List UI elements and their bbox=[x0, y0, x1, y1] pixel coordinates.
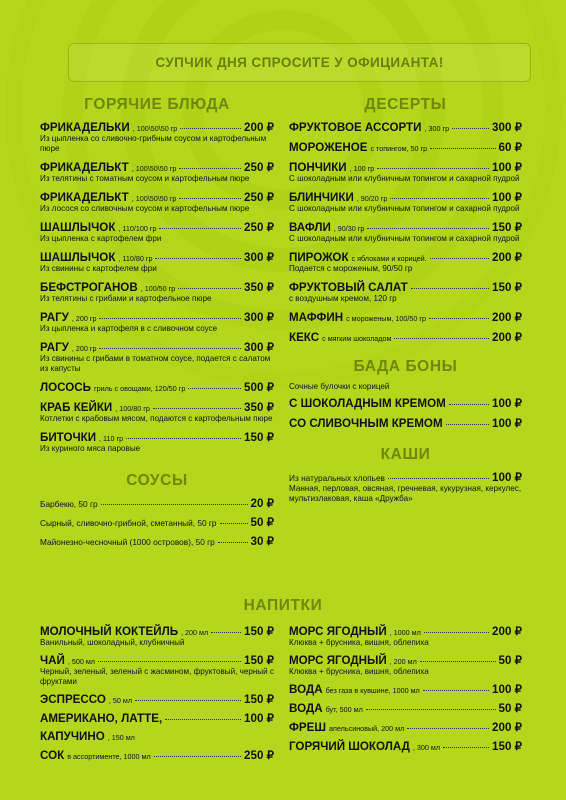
menu-item-name: МОРС ЯГОДНЫЙ bbox=[289, 625, 387, 638]
sauce-item bbox=[40, 496, 274, 510]
menu-item-note: в ассортименте, 1000 мл bbox=[67, 752, 151, 761]
menu-item-note: , 110/100 гр bbox=[118, 224, 157, 233]
menu-item-note: , 110 гр bbox=[99, 434, 124, 443]
menu-item-name: ФРИКАДЕЛЬКТ bbox=[40, 191, 129, 204]
menu-item-desc: Из цыпленка и картофеля в с сливочном соусе bbox=[40, 324, 218, 333]
menu-item-price: 150 ₽ bbox=[492, 281, 522, 294]
menu-item-row bbox=[40, 220, 274, 234]
sauce-price: 50 ₽ bbox=[250, 516, 274, 529]
menu-item-row bbox=[289, 701, 522, 715]
menu-item-name: ГОРЯЧИЙ ШОКОЛАД bbox=[289, 740, 410, 753]
menu-item-note: с топингом, 50 гр bbox=[370, 144, 428, 153]
menu-item-price: 250 ₽ bbox=[244, 191, 274, 204]
menu-item bbox=[40, 160, 274, 184]
menu-item-desc: Из цыпленка со сливочно-грибным соусом и картофельным пюре bbox=[40, 134, 267, 153]
menu-item-note: , 100\50\50 гр bbox=[131, 164, 177, 173]
menu-item bbox=[40, 653, 274, 687]
menu-item bbox=[40, 624, 274, 648]
menu-item-row bbox=[289, 682, 522, 696]
menu-item-price: 100 ₽ bbox=[492, 191, 522, 204]
bada-item-name: С ШОКОЛАДНЫМ КРЕМОМ bbox=[289, 397, 446, 410]
dot-leader bbox=[126, 438, 241, 439]
dot-leader bbox=[366, 709, 496, 710]
menu-item-price: 100 ₽ bbox=[492, 161, 522, 174]
menu-item-name: МАФФИН bbox=[289, 311, 344, 324]
menu-item-price: 300 ₽ bbox=[244, 251, 274, 264]
dot-leader bbox=[159, 228, 241, 229]
dot-leader bbox=[449, 404, 489, 405]
menu-item-desc: Из цыпленка с картофелем фри bbox=[40, 234, 162, 243]
sauce-item bbox=[40, 534, 274, 548]
menu-item-row bbox=[289, 160, 522, 174]
menu-item-row bbox=[40, 400, 274, 414]
menu-item-desc: Клюква + брусника, вишня, облепиха bbox=[289, 638, 429, 647]
menu-item-desc: С шоколадным или клубничным топингом и сахарной пудрой bbox=[289, 234, 520, 243]
menu-item-price: 200 ₽ bbox=[492, 331, 522, 344]
menu-item-row bbox=[289, 624, 522, 638]
menu-item-desc: Из телятины с томатным соусом и картофельным пюре bbox=[40, 174, 250, 183]
menu-item-desc: Из лосося со сливочным соусом и картофельным пюре bbox=[40, 204, 250, 213]
menu-item-note: , 90/30 гр bbox=[333, 224, 365, 233]
menu-item-desc: Клюква + брусника, вишня, облепиха bbox=[289, 667, 429, 676]
menu-item-desc: С шоколадным или клубничным топингом и сахарной пудрой bbox=[289, 204, 520, 213]
menu-item bbox=[289, 160, 522, 184]
menu-item-row bbox=[40, 711, 274, 725]
dot-leader bbox=[388, 478, 489, 479]
dot-leader bbox=[188, 388, 241, 389]
dot-leader bbox=[135, 700, 241, 701]
menu-item bbox=[289, 739, 522, 753]
menu-item-name: ШАШЛЫЧОК bbox=[40, 251, 116, 264]
menu-item-price: 100 ₽ bbox=[492, 683, 522, 696]
dot-leader bbox=[367, 228, 489, 229]
menu-item-row bbox=[289, 330, 522, 344]
menu-item-note: гриль с овощами, 120/50 гр bbox=[93, 384, 186, 393]
menu-item-desc: с воздушным кремом, 120 гр bbox=[289, 294, 397, 303]
desserts-section bbox=[289, 96, 522, 510]
dot-leader bbox=[101, 504, 248, 505]
menu-item bbox=[40, 250, 274, 274]
drinks-left-list bbox=[40, 624, 274, 767]
menu-item bbox=[289, 120, 522, 134]
menu-item-note: , 200 гр bbox=[71, 314, 97, 323]
menu-item-name: МОЛОЧНЫЙ КОКТЕЙЛЬ bbox=[40, 625, 179, 638]
menu-item-row bbox=[289, 220, 522, 234]
menu-item-note: , 500 мл bbox=[67, 657, 95, 666]
menu-item bbox=[40, 400, 274, 424]
menu-item-row bbox=[289, 310, 522, 324]
menu-item-name: МОРС ЯГОДНЫЙ bbox=[289, 654, 387, 667]
menu-item-price: 200 ₽ bbox=[492, 625, 522, 638]
menu-item bbox=[40, 340, 274, 374]
menu-item-note: , 100\50\50 гр bbox=[132, 124, 178, 133]
menu-item bbox=[289, 140, 522, 154]
menu-item-name: КЕКС bbox=[289, 331, 320, 344]
dot-leader bbox=[424, 632, 489, 633]
menu-item-desc: Подается с мороженым, 90/50 гр bbox=[289, 264, 413, 273]
menu-item-price: 350 ₽ bbox=[244, 401, 274, 414]
menu-item bbox=[40, 692, 274, 706]
menu-item-note: , 200 мл bbox=[181, 628, 209, 637]
menu-item-name: РАГУ bbox=[40, 311, 69, 324]
menu-item-price: 300 ₽ bbox=[492, 121, 522, 134]
menu-item-desc: С шоколадным или клубничным топингом и сахарной пудрой bbox=[289, 174, 520, 183]
sauces-list bbox=[40, 496, 274, 548]
menu-item-name: ФРИКАДЕЛЬКИ bbox=[40, 121, 130, 134]
menu-item-price: 200 ₽ bbox=[244, 121, 274, 134]
menu-item-name: БИТОЧКИ bbox=[40, 431, 97, 444]
sauce-item bbox=[40, 515, 274, 529]
menu-item-name: ФРЕШ bbox=[289, 721, 327, 734]
sauce-name: Барбекю, 50 гр bbox=[40, 499, 98, 509]
menu-item-price: 150 ₽ bbox=[244, 431, 274, 444]
dot-leader bbox=[180, 128, 241, 129]
menu-item-note: с мороженым, 100/50 гр bbox=[346, 314, 427, 323]
menu-item-note: апельсиновый, 200 мл bbox=[329, 724, 405, 733]
menu-item-price: 150 ₽ bbox=[244, 693, 274, 706]
menu-item bbox=[40, 120, 274, 154]
menu-item-note: , 100 гр bbox=[349, 164, 375, 173]
dot-leader bbox=[429, 318, 489, 319]
menu-item-name: ВОДА bbox=[289, 683, 323, 696]
menu-item bbox=[289, 250, 522, 274]
dot-leader bbox=[98, 661, 241, 662]
dot-leader bbox=[178, 288, 241, 289]
dot-leader bbox=[411, 288, 489, 289]
menu-item bbox=[40, 730, 274, 743]
menu-item-row bbox=[40, 380, 274, 394]
bada-item bbox=[289, 396, 522, 410]
menu-item-row bbox=[40, 280, 274, 294]
menu-item-price: 150 ₽ bbox=[244, 654, 274, 667]
menu-item-name: КРАБ КЕЙКИ bbox=[40, 401, 113, 414]
dot-leader bbox=[165, 719, 241, 720]
menu-item-name: ЭСПРЕССО bbox=[40, 693, 106, 706]
menu-item-price: 200 ₽ bbox=[492, 721, 522, 734]
menu-item bbox=[289, 720, 522, 734]
dot-leader bbox=[377, 168, 489, 169]
menu-item-desc: Из свинины с картофелем фри bbox=[40, 264, 157, 273]
dot-leader bbox=[99, 318, 241, 319]
menu-item-row bbox=[289, 653, 522, 667]
menu-item-note: бут, 500 мл bbox=[325, 705, 363, 714]
bada-item-price: 100 ₽ bbox=[492, 417, 522, 430]
desserts-title: ДЕСЕРТЫ bbox=[364, 96, 447, 113]
menu-item bbox=[40, 711, 274, 725]
menu-item-name: БЕФСТРОГАНОВ bbox=[40, 281, 138, 294]
menu-item-note: , 300 мл bbox=[412, 743, 441, 752]
drinks-right-list bbox=[289, 624, 522, 758]
menu-item-name: БЛИНЧИКИ bbox=[289, 191, 354, 204]
menu-item bbox=[40, 430, 274, 454]
menu-item-note: , 90/20 гр bbox=[356, 194, 388, 203]
menu-item bbox=[289, 190, 522, 214]
menu-item-row bbox=[40, 120, 274, 134]
dot-leader bbox=[99, 348, 241, 349]
menu-item-name: РАГУ bbox=[40, 341, 69, 354]
menu-item-note: , 50 мл bbox=[108, 696, 133, 705]
menu-item-price: 100 ₽ bbox=[244, 712, 274, 725]
menu-item-note: , 100/50 гр bbox=[140, 284, 176, 293]
dot-leader bbox=[446, 424, 489, 425]
menu-item-price: 250 ₽ bbox=[244, 161, 274, 174]
porridge-item bbox=[289, 470, 522, 504]
soup-of-day-banner: СУПЧИК ДНЯ СПРОСИТЕ У ОФИЦИАНТА! bbox=[68, 43, 531, 82]
menu-item-desc: Из телятины с грибами и картофельное пюре bbox=[40, 294, 212, 303]
menu-item-name: ПОНЧИКИ bbox=[289, 161, 347, 174]
menu-item bbox=[289, 682, 522, 696]
menu-item-row bbox=[40, 430, 274, 444]
menu-item-name: ШАШЛЫЧОК bbox=[40, 221, 116, 234]
menu-item-row bbox=[289, 120, 522, 134]
dot-leader bbox=[179, 168, 241, 169]
menu-item-note: с яблоками и корицей. bbox=[351, 254, 427, 263]
menu-item-desc: Из куриного мяса паровые bbox=[40, 444, 141, 453]
menu-item-note: , 110/80 гр bbox=[118, 254, 153, 263]
menu-item-price: 150 ₽ bbox=[492, 740, 522, 753]
dot-leader bbox=[443, 747, 489, 748]
menu-item-price: 350 ₽ bbox=[244, 281, 274, 294]
menu-item-name: ФРУКТОВОЕ АССОРТИ bbox=[289, 121, 422, 134]
dot-leader bbox=[407, 728, 489, 729]
menu-item bbox=[40, 220, 274, 244]
menu-item-name: СОК bbox=[40, 749, 65, 762]
menu-item bbox=[289, 280, 522, 304]
menu-item-name: ФРИКАДЕЛЬКТ bbox=[40, 161, 129, 174]
menu-item-row bbox=[40, 160, 274, 174]
menu-item-price: 300 ₽ bbox=[244, 341, 274, 354]
dot-leader bbox=[220, 523, 248, 524]
menu-item bbox=[289, 310, 522, 324]
bada-item bbox=[289, 416, 522, 430]
dot-leader bbox=[394, 338, 489, 339]
menu-item-row bbox=[40, 250, 274, 264]
menu-item-row bbox=[289, 739, 522, 753]
dot-leader bbox=[153, 408, 241, 409]
menu-item-row bbox=[40, 310, 274, 324]
menu-item-row bbox=[289, 720, 522, 734]
dot-leader bbox=[211, 632, 241, 633]
menu-item-row bbox=[40, 730, 274, 743]
menu-item-desc: Ванильный, шоколадный, клубничный bbox=[40, 638, 185, 647]
bada-item-price: 100 ₽ bbox=[492, 397, 522, 410]
menu-item bbox=[289, 701, 522, 715]
menu-item-name: АМЕРИКАНО, ЛАТТЕ, bbox=[40, 712, 163, 725]
menu-item-row bbox=[289, 250, 522, 264]
menu-item-row bbox=[289, 140, 522, 154]
menu-item-price: 200 ₽ bbox=[492, 311, 522, 324]
hot-dishes-list bbox=[40, 120, 274, 454]
menu-item-row bbox=[40, 190, 274, 204]
dot-leader bbox=[430, 148, 495, 149]
menu-item-name: КАПУЧИНО bbox=[40, 730, 105, 743]
menu-item-note: , 100\50\50 гр bbox=[131, 194, 177, 203]
menu-item-note: , 200 гр bbox=[71, 344, 97, 353]
menu-item bbox=[40, 190, 274, 214]
menu-item-price: 50 ₽ bbox=[498, 654, 522, 667]
sauce-price: 20 ₽ bbox=[250, 497, 274, 510]
dot-leader bbox=[423, 690, 489, 691]
menu-item bbox=[289, 330, 522, 344]
menu-item-row bbox=[40, 340, 274, 354]
drinks-title: НАПИТКИ bbox=[243, 597, 323, 614]
dot-leader bbox=[179, 198, 241, 199]
menu-item-row bbox=[40, 653, 274, 667]
hot-dishes-title: ГОРЯЧИЕ БЛЮДА bbox=[84, 96, 230, 113]
menu-item-name: ВАФЛИ bbox=[289, 221, 331, 234]
porridge-title: КАШИ bbox=[380, 446, 431, 463]
menu-item-note: без газа в кувшине, 1000 мл bbox=[325, 686, 420, 695]
menu-item-note: , 200 мл bbox=[389, 657, 417, 666]
menu-item-price: 300 ₽ bbox=[244, 311, 274, 324]
menu-item bbox=[40, 310, 274, 334]
menu-item-price: 50 ₽ bbox=[498, 702, 522, 715]
hot-dishes-section bbox=[40, 96, 274, 553]
menu-item-price: 60 ₽ bbox=[498, 141, 522, 154]
menu-item-price: 500 ₽ bbox=[244, 381, 274, 394]
dot-leader bbox=[155, 258, 241, 259]
porridge-desc: Манная, перловая, овсяная, гречневая, кукурузная, керкулес, мультизлаковая, каша «Дружба» bbox=[289, 484, 522, 503]
bada-bony-list bbox=[289, 396, 522, 430]
menu-item-desc: Из свинины с грибами в томатном соусе, подается с салатом из капусты bbox=[40, 354, 271, 373]
bada-item-name: СО СЛИВОЧНЫМ КРЕМОМ bbox=[289, 417, 443, 430]
dot-leader bbox=[154, 756, 241, 757]
dot-leader bbox=[452, 128, 489, 129]
menu-item-price: 250 ₽ bbox=[244, 221, 274, 234]
menu-item bbox=[40, 380, 274, 394]
menu-item-name: ФРУКТОВЫЙ САЛАТ bbox=[289, 281, 408, 294]
dot-leader bbox=[430, 258, 489, 259]
menu-item-row bbox=[40, 748, 274, 762]
sauce-name: Майонезно-чесночный (1000 островов), 50 гр bbox=[40, 537, 215, 547]
dot-leader bbox=[390, 198, 489, 199]
sauce-price: 30 ₽ bbox=[250, 535, 274, 548]
menu-item-price: 250 ₽ bbox=[244, 749, 274, 762]
dot-leader bbox=[420, 661, 496, 662]
porridge-intro: Из натуральных хлопьев bbox=[289, 473, 385, 483]
menu-item-note: с мягким шоколадом bbox=[322, 334, 392, 343]
menu-item-row bbox=[289, 190, 522, 204]
menu-item-note: , 150 мл bbox=[107, 733, 135, 742]
menu-item-price: 150 ₽ bbox=[244, 625, 274, 638]
menu-item-row bbox=[40, 624, 274, 638]
bada-bony-title: БАДА БОНЫ bbox=[353, 358, 458, 375]
menu-item bbox=[289, 624, 522, 648]
menu-item-note: , 300 гр bbox=[424, 124, 450, 133]
menu-item bbox=[289, 653, 522, 677]
menu-item-name: ЧАЙ bbox=[40, 654, 65, 667]
bada-bony-intro: Сочные булочки с корицей bbox=[289, 382, 390, 391]
menu-item-name: ВОДА bbox=[289, 702, 323, 715]
menu-item-name: ПИРОЖОК bbox=[289, 251, 349, 264]
menu-item bbox=[289, 220, 522, 244]
menu-item bbox=[40, 280, 274, 304]
desserts-list bbox=[289, 120, 522, 344]
dot-leader bbox=[218, 542, 248, 543]
menu-item-row bbox=[40, 692, 274, 706]
sauces-title: СОУСЫ bbox=[126, 472, 188, 489]
menu-item-row bbox=[289, 280, 522, 294]
menu-item-desc: Котлетки с крабовым мясом, подаются с картофельным пюре bbox=[40, 414, 273, 423]
menu-item-name: ЛОСОСЬ bbox=[40, 381, 91, 394]
menu-item-name: МОРОЖЕНОЕ bbox=[289, 141, 368, 154]
menu-item-price: 200 ₽ bbox=[492, 251, 522, 264]
porridge-price: 100 ₽ bbox=[492, 471, 522, 484]
menu-item-note: , 100/80 гр bbox=[115, 404, 150, 413]
menu-item-desc: Черный, зеленый, зеленый с жасмином, фруктовый, черный с фруктами bbox=[40, 667, 274, 686]
menu-item-price: 150 ₽ bbox=[492, 221, 522, 234]
menu-item bbox=[40, 748, 274, 762]
sauce-name: Сырный, сливочно-грибной, сметанный, 50 гр bbox=[40, 518, 217, 528]
menu-item-note: , 1000 мл bbox=[389, 628, 421, 637]
